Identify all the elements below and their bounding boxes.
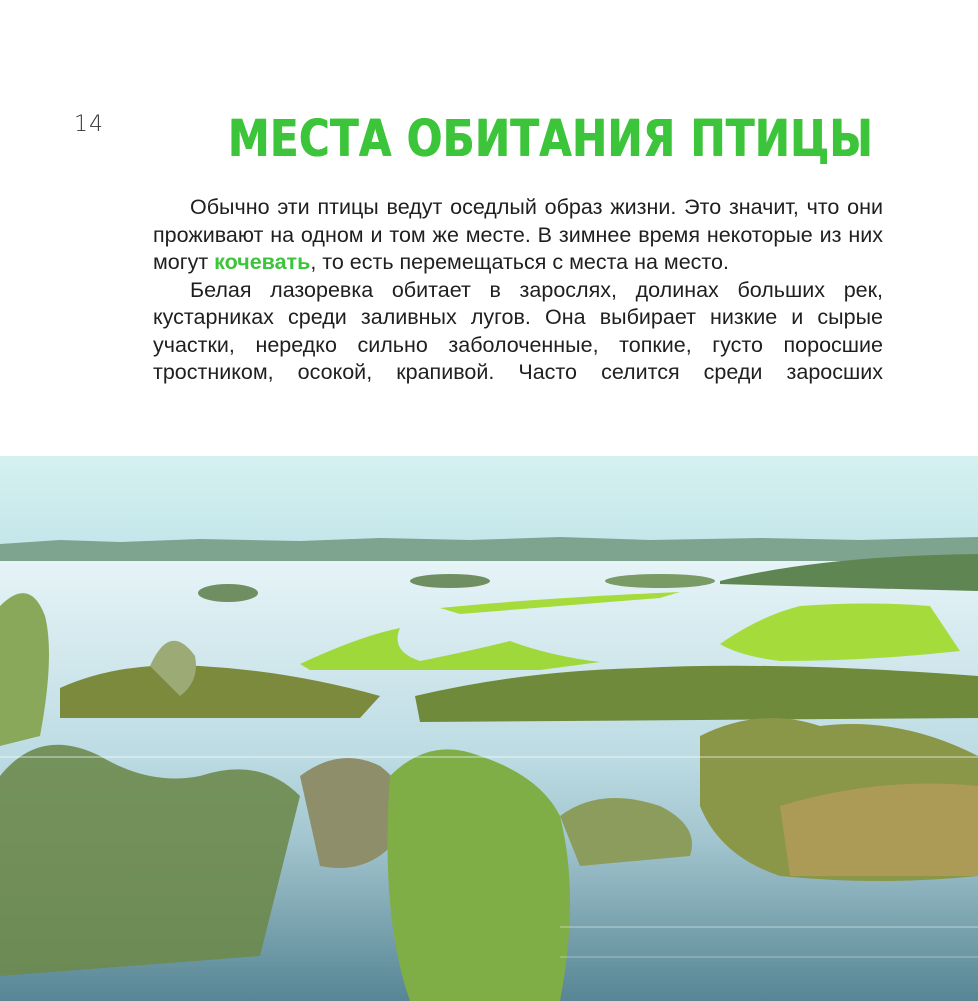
page-title: МЕСТА ОБИТАНИЯ ПТИЦЫ — [228, 110, 874, 169]
paragraph-2: Белая лазоревка обитает в зарослях, долинах больших рек, кустарниках среди заливных лугов. Она выбирает низкие и сырые участки, нередко сильно заболоченные, топкие, густо поросшие тростником, осокой, крапивой. Часто селится среди заросших — [153, 277, 883, 384]
page-number: 14 — [74, 112, 104, 137]
water-highlight — [560, 956, 978, 958]
sky — [0, 456, 978, 546]
body-text — [153, 194, 883, 387]
paragraph-1 — [153, 194, 883, 277]
tree — [0, 593, 49, 746]
island — [605, 574, 715, 588]
water-highlight — [560, 926, 978, 928]
shrub-cluster — [0, 745, 300, 976]
glossary-term: кочевать — [214, 250, 311, 274]
paragraph-1-end: , то есть перемещаться с места на место. — [310, 250, 729, 274]
island — [198, 584, 258, 602]
paragraph-1-start: Обычно эти птицы ведут оседлый образ жизни. Это значит, что они проживают на одном и том же месте. В зимнее время некоторые из них могут — [153, 195, 883, 274]
floodplain-photo — [0, 456, 978, 1001]
island — [410, 574, 490, 588]
water-highlight — [0, 756, 978, 758]
